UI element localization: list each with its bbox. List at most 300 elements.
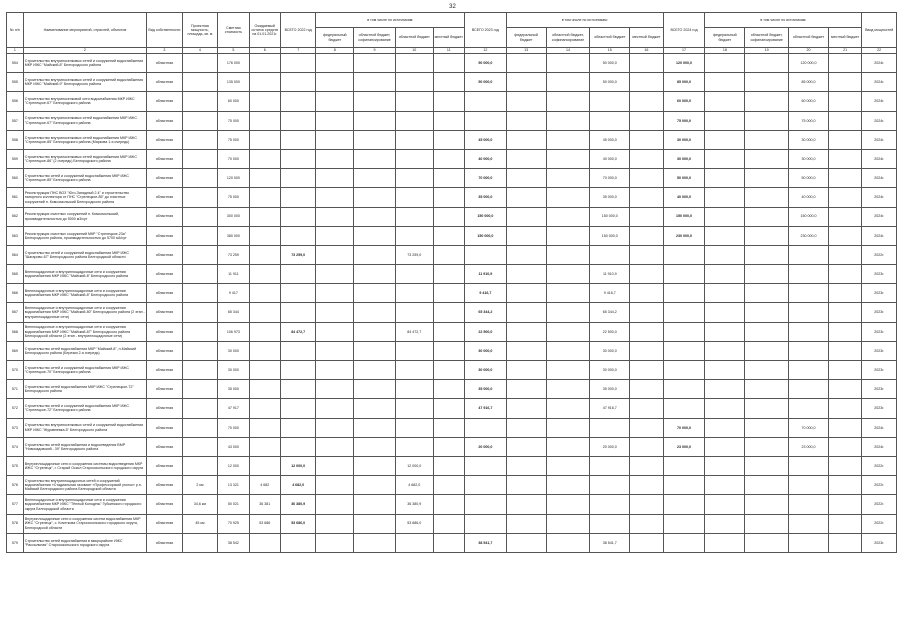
federal-2024 [705,380,745,399]
header-ownership: Вид собственности [147,13,183,48]
local-2024 [828,361,861,380]
column-number: 17 [663,48,705,54]
regional-cofin-2022 [354,533,396,552]
remainder [249,361,280,380]
local-2023 [630,533,663,552]
remainder [249,73,280,92]
row-number: 559 [7,149,24,168]
federal-2022 [316,399,354,418]
local-2024 [828,188,861,207]
federal-2024 [705,322,745,341]
federal-2023 [506,245,546,264]
local-2023 [630,437,663,456]
table-row [7,514,897,533]
ownership: областная [147,476,183,495]
ownership: областная [147,226,183,245]
total-2024 [663,514,705,533]
header-cost: Сметная стоимость [218,13,249,48]
commission-year: 2022г. [862,476,897,495]
regional-cofin-2023 [546,92,590,111]
ownership: областная [147,533,183,552]
local-2023 [630,207,663,226]
regional-cofin-2024 [745,130,789,149]
regional-2022 [395,380,433,399]
federal-2023 [506,149,546,168]
ownership: областная [147,456,183,475]
regional-2024 [789,341,829,360]
ownership: областная [147,130,183,149]
table-row [7,111,897,130]
regional-2024: 23 000,0 [789,437,829,456]
commission-year: 2022г. [862,495,897,514]
total-2022 [280,437,316,456]
federal-2022 [316,169,354,188]
capacity [182,149,218,168]
capacity [182,456,218,475]
regional-cofin-2023 [546,361,590,380]
federal-2023 [506,514,546,533]
total-2023: 150 000,0 [464,226,506,245]
row-number: 579 [7,533,24,552]
header-commission: Ввод мощностей [862,13,897,48]
investment-table [6,12,897,553]
row-number: 556 [7,92,24,111]
object-name: Реконструкция очистных сооружений п. Комсомольский, производительностью до 5000 м3/сут [23,207,146,226]
local-2022 [433,245,464,264]
object-name: Внеплощадочные и внутриплощадочные сети и сооружения водоснабжения МКР ИЖС "Майский-8" Белгородского района [23,265,146,284]
table-row [7,418,897,437]
regional-2022 [395,361,433,380]
federal-2022 [316,188,354,207]
total-2024 [663,341,705,360]
regional-cofin-2023 [546,303,590,322]
federal-2022 [316,476,354,495]
table-row [7,341,897,360]
regional-cofin-2023 [546,533,590,552]
remainder [249,188,280,207]
regional-cofin-2024 [745,361,789,380]
federal-2023 [506,361,546,380]
ownership: областная [147,514,183,533]
regional-2024: 30 000,0 [789,130,829,149]
total-2024 [663,476,705,495]
commission-year: 2022г. [862,456,897,475]
total-2024: 40 000,0 [663,188,705,207]
table-row [7,495,897,514]
regional-cofin-2024 [745,380,789,399]
regional-2022 [395,284,433,303]
regional-cofin-2022 [354,92,396,111]
total-2024 [663,533,705,552]
ownership: областная [147,92,183,111]
remainder [249,149,280,168]
local-2022 [433,111,464,130]
federal-2022 [316,456,354,475]
object-name: Внеплощадочные и внутриплощадочные сети и сооружения водоснабжения МКР ИЖС "Тёплый Колодезь" Губкинского городского округа Белгородской области [23,495,146,514]
header-regional-cofin-2024: областной бюджет, софинансирование [745,28,789,48]
row-number: 577 [7,495,24,514]
regional-2023 [590,456,630,475]
local-2022 [433,92,464,111]
regional-cofin-2024 [745,188,789,207]
local-2022 [433,226,464,245]
estimated-cost: 75 000 [218,111,249,130]
total-2023: 50 000,0 [464,54,506,73]
column-number: 11 [433,48,464,54]
federal-2022 [316,495,354,514]
total-2022 [280,265,316,284]
column-number: 4 [182,48,218,54]
row-number: 571 [7,380,24,399]
ownership: областная [147,207,183,226]
federal-2023 [506,495,546,514]
regional-cofin-2022 [354,456,396,475]
object-name: Строительство внутрипоселковых сетей водоснабжения МКР ИЖС "Стрелецкое-85" Белгородского района (Маркова 1-я очередь) [23,130,146,149]
row-number: 564 [7,245,24,264]
local-2023 [630,245,663,264]
federal-2024 [705,73,745,92]
row-number: 563 [7,226,24,245]
capacity [182,111,218,130]
object-name: Строительство внутрипоселковых сетей и сооружений водоснабжения МКР ИЖС "Майский-9" Белгородского района [23,73,146,92]
column-number: 15 [590,48,630,54]
regional-2024: 70 000,0 [789,418,829,437]
table-row [7,245,897,264]
local-2022 [433,303,464,322]
federal-2022 [316,226,354,245]
total-2023: 30 000,0 [464,341,506,360]
regional-2023: 47 916,7 [590,399,630,418]
header-regional-2022: областной бюджет [395,28,433,48]
local-2024 [828,149,861,168]
local-2024 [828,265,861,284]
total-2022 [280,226,316,245]
total-2022 [280,341,316,360]
regional-cofin-2023 [546,284,590,303]
regional-cofin-2024 [745,456,789,475]
total-2022 [280,130,316,149]
total-2023: 50 000,0 [464,73,506,92]
regional-2024 [789,322,829,341]
local-2023 [630,73,663,92]
object-name: Строительство сетей водоснабжения МКР ИЖС "Стрелецкое-72" Белгородского района [23,380,146,399]
local-2024 [828,495,861,514]
regional-cofin-2023 [546,130,590,149]
federal-2023 [506,92,546,111]
total-2024 [663,284,705,303]
total-2022 [280,169,316,188]
federal-2023 [506,418,546,437]
local-2024 [828,341,861,360]
estimated-cost: 13 321 [218,476,249,495]
regional-2023: 45 000,0 [590,130,630,149]
regional-2022 [395,399,433,418]
federal-2024 [705,130,745,149]
commission-year: 2022г. [862,245,897,264]
header-name: Наименование мероприятий, отраслей, объектов [23,13,146,48]
federal-2022 [316,380,354,399]
table-row [7,456,897,475]
capacity [182,130,218,149]
regional-cofin-2023 [546,169,590,188]
row-number: 567 [7,303,24,322]
object-name: Строительство сетей и сооружений водоснабжения МКР ИЖС "Шагарово-67" Белгородского района Белгородской области [23,245,146,264]
capacity: 34,6 км [182,495,218,514]
header-incl-2022: в том числе по источникам: [316,13,464,28]
column-number: 19 [745,48,789,54]
regional-cofin-2024 [745,54,789,73]
federal-2022 [316,111,354,130]
regional-2023: 22 500,0 [590,322,630,341]
commission-year: 2024г. [862,130,897,149]
regional-cofin-2024 [745,341,789,360]
regional-cofin-2022 [354,303,396,322]
column-number: 7 [280,48,316,54]
row-number: 576 [7,476,24,495]
local-2024 [828,303,861,322]
total-2022: 53 686,0 [280,514,316,533]
table-row [7,207,897,226]
local-2022 [433,533,464,552]
local-2023 [630,399,663,418]
page-number: 32 [449,4,456,10]
regional-2024: 85 000,0 [789,73,829,92]
estimated-cost: 135 000 [218,73,249,92]
commission-year: 2023г. [862,341,897,360]
column-number: 10 [395,48,433,54]
local-2023 [630,380,663,399]
total-2024 [663,456,705,475]
table-row [7,361,897,380]
regional-2022 [395,341,433,360]
total-2022 [280,188,316,207]
local-2024 [828,476,861,495]
regional-2023: 70 000,0 [590,169,630,188]
table-row [7,73,897,92]
regional-cofin-2024 [745,437,789,456]
total-2023 [464,92,506,111]
regional-cofin-2022 [354,149,396,168]
regional-2022 [395,226,433,245]
column-number: 16 [630,48,663,54]
remainder [249,399,280,418]
header-local-2022: местный бюджет [433,28,464,48]
regional-2023: 11 910,9 [590,265,630,284]
federal-2023 [506,322,546,341]
local-2023 [630,188,663,207]
federal-2022 [316,437,354,456]
capacity [182,169,218,188]
regional-2024: 230 000,0 [789,226,829,245]
regional-2022 [395,265,433,284]
local-2024 [828,92,861,111]
remainder [249,111,280,130]
column-number: 14 [546,48,590,54]
total-2023: 20 000,0 [464,437,506,456]
row-number: 560 [7,169,24,188]
local-2023 [630,149,663,168]
regional-cofin-2024 [745,226,789,245]
ownership: областная [147,322,183,341]
regional-2024 [789,533,829,552]
header-no: № п/п [7,13,24,48]
total-2023 [464,456,506,475]
federal-2023 [506,130,546,149]
regional-2024 [789,514,829,533]
commission-year: 2023г. [862,265,897,284]
header-local-2024: местный бюджет [828,28,861,48]
estimated-cost: 65 344 [218,303,249,322]
regional-cofin-2023 [546,341,590,360]
regional-cofin-2024 [745,495,789,514]
capacity [182,533,218,552]
regional-2024 [789,265,829,284]
total-2023: 30 000,0 [464,361,506,380]
regional-2024 [789,456,829,475]
regional-2022: 84 472,7 [395,322,433,341]
regional-cofin-2023 [546,149,590,168]
regional-cofin-2023 [546,495,590,514]
column-number: 3 [147,48,183,54]
commission-year: 2024г. [862,149,897,168]
ownership: областная [147,495,183,514]
row-number: 562 [7,207,24,226]
regional-2023 [590,418,630,437]
regional-2023: 35 000,0 [590,188,630,207]
federal-2023 [506,54,546,73]
regional-2023 [590,245,630,264]
federal-2022 [316,207,354,226]
regional-cofin-2023 [546,265,590,284]
regional-cofin-2022 [354,265,396,284]
regional-2022: 53 686,0 [395,514,433,533]
local-2022 [433,495,464,514]
column-number: 9 [354,48,396,54]
column-number: 18 [705,48,745,54]
regional-2023: 65 344,2 [590,303,630,322]
federal-2024 [705,284,745,303]
regional-cofin-2022 [354,207,396,226]
regional-2024 [789,476,829,495]
federal-2024 [705,149,745,168]
total-2022: 12 000,0 [280,456,316,475]
row-number: 566 [7,284,24,303]
ownership: областная [147,437,183,456]
header-incl-2024: в том числе по источникам: [705,13,862,28]
regional-2022 [395,207,433,226]
federal-2022 [316,284,354,303]
local-2022 [433,265,464,284]
commission-year: 2024г. [862,188,897,207]
federal-2023 [506,303,546,322]
regional-2023 [590,111,630,130]
estimated-cost: 70 925 [218,514,249,533]
remainder [249,130,280,149]
regional-cofin-2024 [745,514,789,533]
federal-2024 [705,514,745,533]
estimated-cost: 60 000 [218,92,249,111]
column-number: 2 [23,48,146,54]
commission-year: 2024г. [862,226,897,245]
regional-2024: 40 000,0 [789,188,829,207]
object-name: Строительство внутрипоселковой сети водоснабжения МКР ИЖС "Стрелецкое-67" Белгородского района [23,92,146,111]
estimated-cost: 73 259 [218,245,249,264]
total-2022 [280,92,316,111]
federal-2024 [705,54,745,73]
regional-cofin-2024 [745,245,789,264]
local-2022 [433,341,464,360]
local-2023 [630,54,663,73]
ownership: областная [147,341,183,360]
total-2024: 75 000,0 [663,111,705,130]
ownership: областная [147,245,183,264]
remainder [249,322,280,341]
local-2024 [828,111,861,130]
column-number: 8 [316,48,354,54]
header-total-2022: ВСЕГО 2022 год [280,13,316,48]
local-2024 [828,399,861,418]
total-2023 [464,476,506,495]
regional-2022 [395,169,433,188]
header-capacity: Проектная мощность, площадь, кв. м [182,13,218,48]
regional-2022 [395,533,433,552]
object-name: Строительство сетей и сооружений водоснабжения МКР ИЖС "Стрелецкое-72" Белгородского района [23,399,146,418]
regional-cofin-2024 [745,303,789,322]
local-2022 [433,437,464,456]
regional-cofin-2022 [354,476,396,495]
local-2023 [630,130,663,149]
local-2024 [828,380,861,399]
commission-year: 2023г. [862,399,897,418]
regional-2024 [789,361,829,380]
row-number: 554 [7,54,24,73]
row-number: 569 [7,341,24,360]
capacity [182,73,218,92]
total-2024: 60 000,0 [663,92,705,111]
total-2022: 4 682,0 [280,476,316,495]
regional-cofin-2022 [354,188,396,207]
local-2024 [828,456,861,475]
commission-year: 2024г. [862,111,897,130]
local-2022 [433,284,464,303]
remainder [249,284,280,303]
commission-year: 2024г. [862,92,897,111]
total-2022 [280,111,316,130]
regional-2024: 60 000,0 [789,92,829,111]
table-row [7,399,897,418]
column-number: 21 [828,48,861,54]
column-number: 12 [464,48,506,54]
federal-2024 [705,437,745,456]
local-2022 [433,514,464,533]
table-row [7,265,897,284]
remainder [249,303,280,322]
local-2022 [433,54,464,73]
local-2022 [433,456,464,475]
total-2023: 45 000,0 [464,130,506,149]
estimated-cost: 12 000 [218,456,249,475]
local-2023 [630,514,663,533]
regional-2023 [590,476,630,495]
regional-2023 [590,514,630,533]
regional-cofin-2022 [354,73,396,92]
total-2024: 30 000,0 [663,149,705,168]
local-2023 [630,456,663,475]
federal-2023 [506,399,546,418]
regional-cofin-2023 [546,73,590,92]
row-number: 558 [7,130,24,149]
regional-cofin-2023 [546,226,590,245]
